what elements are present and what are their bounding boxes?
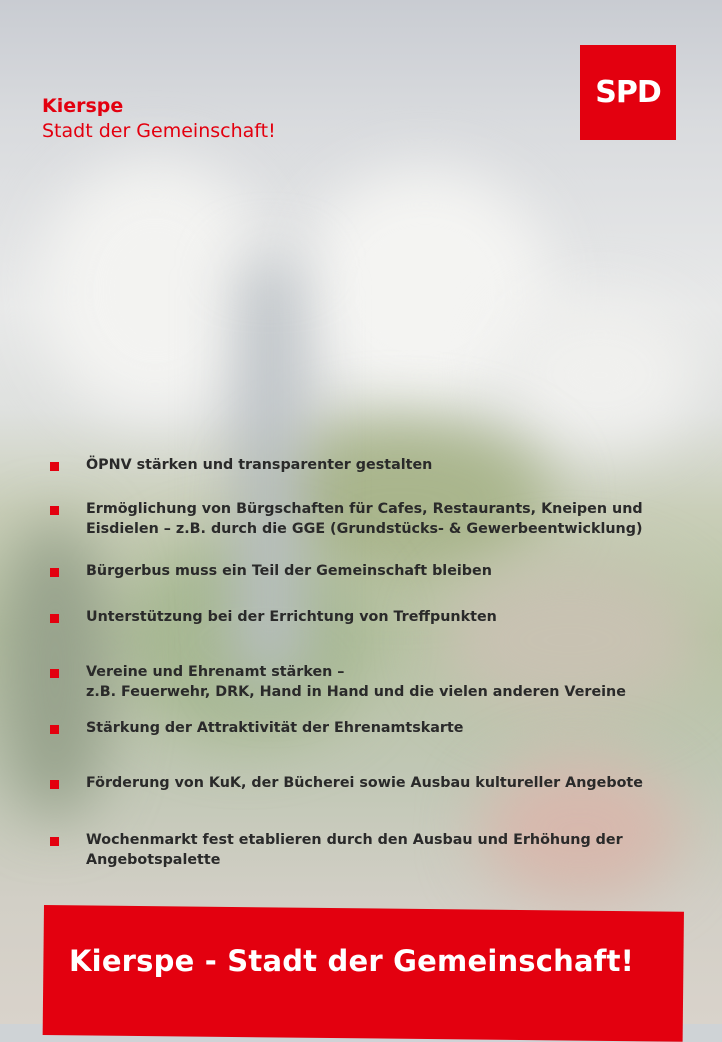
list-item-text: Vereine und Ehrenamt stärken – z.B. Feuerwehr, DRK, Hand in Hand und die vielen anderen Vereine bbox=[86, 664, 626, 700]
slogan: Stadt der Gemeinschaft! bbox=[42, 120, 276, 142]
bullet-square-icon bbox=[50, 669, 59, 678]
town-name: Kierspe bbox=[42, 95, 124, 117]
bullet-square-icon bbox=[50, 780, 59, 789]
bullet-square-icon bbox=[50, 725, 59, 734]
bullet-square-icon bbox=[50, 506, 59, 515]
list-item bbox=[50, 499, 643, 539]
list-item-text: ÖPNV stärken und transparenter gestalten bbox=[86, 457, 433, 473]
list-item-text: Wochenmarkt fest etablieren durch den Ausbau und Erhöhung der Angebotspalette bbox=[86, 832, 623, 868]
list-item-text: Ermöglichung von Bürgschaften für Cafes, Restaurants, Kneipen und Eisdielen – z.B. durch die GGE (Grundstücks- & Gewerbeentwicklung) bbox=[86, 501, 643, 537]
bullet-square-icon bbox=[50, 614, 59, 623]
spd-logo bbox=[580, 45, 676, 140]
list-item bbox=[50, 607, 497, 627]
list-item bbox=[50, 455, 432, 475]
list-item-text: Unterstützung bei der Errichtung von Treffpunkten bbox=[86, 609, 497, 625]
bullet-square-icon bbox=[50, 462, 59, 471]
list-item-text: Stärkung der Attraktivität der Ehrenamtskarte bbox=[86, 720, 464, 736]
list-item bbox=[50, 830, 623, 870]
logo-text: SPD bbox=[595, 75, 661, 110]
list-item-text: Bürgerbus muss ein Teil der Gemeinschaft bleiben bbox=[86, 563, 492, 579]
list-item bbox=[50, 561, 492, 581]
list-item-text: Förderung von KuK, der Bücherei sowie Ausbau kultureller Angebote bbox=[86, 775, 643, 791]
banner-text: Kierspe - Stadt der Gemeinschaft! bbox=[69, 944, 635, 978]
bullet-square-icon bbox=[50, 837, 59, 846]
list-item bbox=[50, 662, 626, 702]
list-item bbox=[50, 718, 464, 738]
list-item bbox=[50, 773, 643, 793]
header-title-block bbox=[42, 94, 276, 144]
bullet-square-icon bbox=[50, 568, 59, 577]
